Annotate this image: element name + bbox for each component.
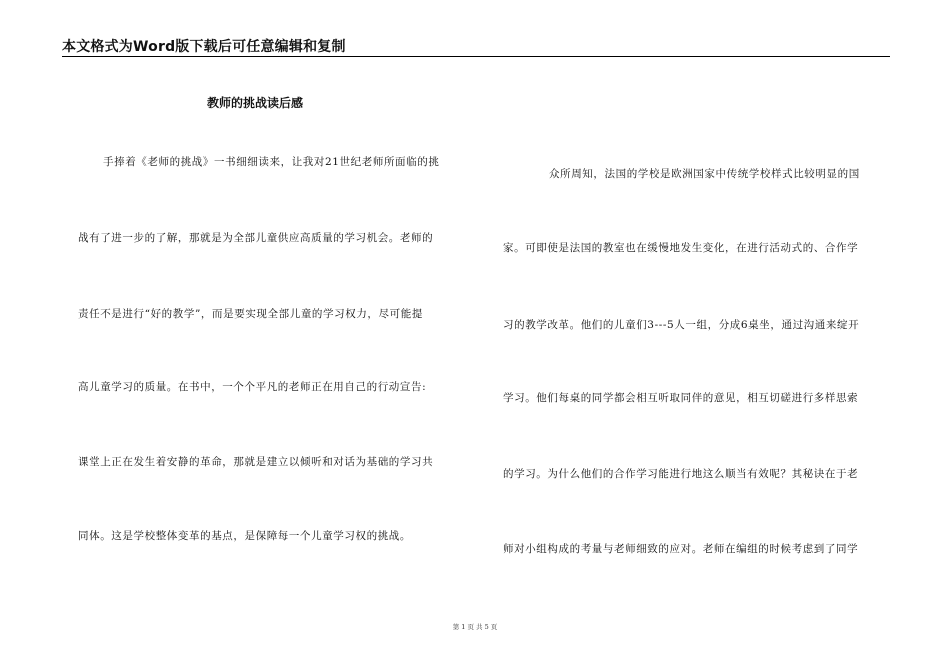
left-column-line-1: 手捧着《老师的挑战》一书细细读来，让我对21世纪老师所面临的挑	[103, 156, 440, 168]
right-column-line-2: 家。可即使是法国的教室也在缓慢地发生变化，在进行活动式的、合作学	[503, 242, 859, 254]
right-column-line-1: 众所周知，法国的学校是欧洲国家中传统学校样式比较明显的国	[549, 168, 860, 180]
banner-divider	[62, 56, 890, 57]
page-number: 第 1 页 共 5 页	[452, 623, 498, 631]
document-banner: 本文格式为Word版下载后可任意编辑和复制	[62, 39, 346, 55]
right-column-line-3: 习的教学改革。他们的儿童们3---5人一组，分成6桌坐，通过沟通来绽开	[503, 319, 860, 331]
left-column-line-4: 高儿童学习的质量。在书中，一个个平凡的老师正在用自己的行动宣告:	[78, 381, 427, 393]
right-column-line-4: 学习。他们每桌的同学都会相互听取同伴的意见，相互切磋进行多样思索	[503, 392, 859, 404]
right-column-line-5: 的学习。为什么他们的合作学习能进行地这么顺当有效呢？其秘诀在于老	[503, 468, 859, 480]
left-column-line-3: 责任不是进行“好的教学”，而是要实现全部儿童的学习权力，尽可能提	[78, 308, 423, 320]
left-column-line-5: 课堂上正在发生着安静的革命，那就是建立以倾听和对话为基础的学习共	[78, 456, 434, 468]
right-column-line-6: 师对小组构成的考量与老师细致的应对。老师在编组的时候考虑到了同学	[503, 543, 859, 555]
left-column-line-2: 战有了进一步的了解，那就是为全部儿童供应高质量的学习机会。老师的	[78, 232, 434, 244]
document-title: 教师的挑战读后感	[207, 96, 304, 110]
left-column-line-6: 同体。这是学校整体变革的基点，是保障每一个儿童学习权的挑战。	[78, 530, 411, 542]
